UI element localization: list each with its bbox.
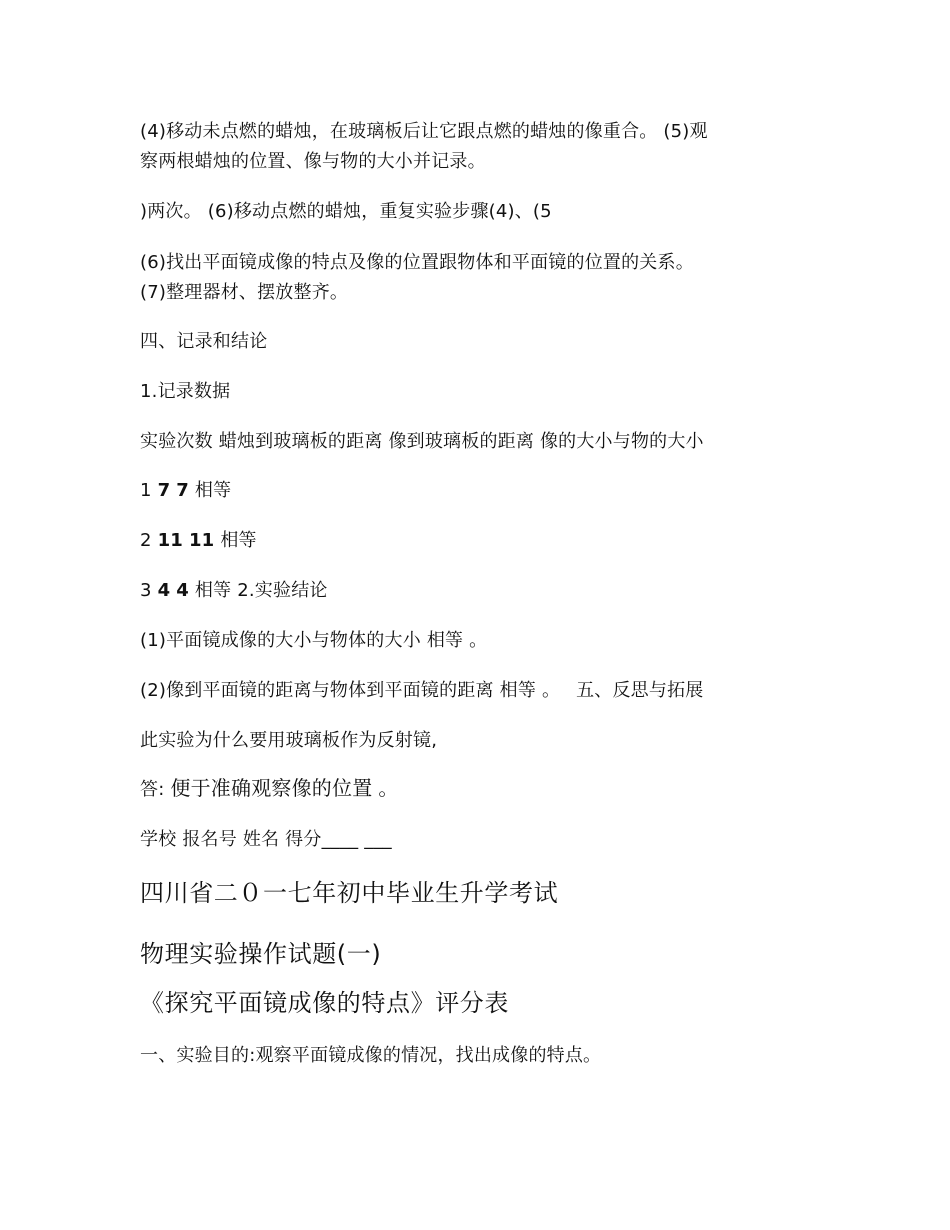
experiment-purpose: 一、实验目的:观察平面镜成像的情况，找出成像的特点。 [140, 1045, 602, 1066]
size-comparison: 相等 [220, 530, 257, 551]
trial-number: 2 [140, 530, 152, 551]
conclusion-label: 2.实验结论 [237, 580, 328, 601]
exam-subtitle: 物理实验操作试题(一) [140, 940, 382, 968]
table-row-3 [140, 580, 328, 602]
step-4-5-line1: (4)移动未点燃的蜡烛，在玻璃板后让它跟点燃的蜡烛的像重合。 (5)观 [140, 121, 708, 142]
student-info-line: 学校 报名号 姓名 得分____ ___ [140, 829, 392, 850]
record-data-label: 1.记录数据 [140, 381, 231, 402]
conclusion-1-answer: 相等 [426, 630, 464, 651]
trial-number: 3 [140, 580, 152, 601]
section-5-heading: 五、反思与拓展 [576, 680, 704, 701]
conclusion-1-end: 。 [469, 630, 488, 651]
table-row-2 [140, 530, 257, 552]
reflection-answer [140, 777, 399, 801]
answer-text: 便于准确观察像的位置 [170, 776, 373, 800]
step-6-find: (6)找出平面镜成像的特点及像的位置跟物体和平面镜的位置的关系。 [140, 252, 694, 273]
scoring-sheet-title: 《探究平面镜成像的特点》评分表 [140, 989, 509, 1017]
exam-title: 四川省二０一七年初中毕业生升学考试 [140, 879, 559, 907]
step-6-repeat: )两次。 (6)移动点燃的蜡烛，重复实验步骤(4)、(5 [140, 201, 552, 222]
conclusion-1 [140, 630, 487, 652]
conclusion-2-end: 。 [541, 680, 561, 701]
conclusion-1-text: (1)平面镜成像的大小与物体的大小 [140, 630, 421, 651]
conclusion-2-answer: 相等 [499, 680, 537, 701]
size-comparison: 相等 [194, 480, 232, 501]
reflection-question: 此实验为什么要用玻璃板作为反射镜, [140, 730, 438, 751]
section-4-heading: 四、记录和结论 [140, 331, 268, 352]
object-distance: 4 [157, 580, 171, 601]
image-distance: 4 [176, 580, 189, 601]
trial-number: 1 [140, 480, 152, 501]
answer-label: 答: [140, 779, 165, 800]
object-distance: 11 [157, 530, 184, 551]
table-row-1 [140, 480, 231, 502]
size-comparison: 相等 [194, 580, 232, 601]
conclusion-2-text: (2)像到平面镜的距离与物体到平面镜的距离 [140, 680, 494, 701]
image-distance: 11 [188, 530, 215, 551]
conclusion-2 [140, 680, 703, 702]
table-header: 实验次数 蜡烛到玻璃板的距离 像到玻璃板的距离 像的大小与物的大小 [140, 431, 704, 452]
image-distance: 7 [176, 480, 189, 501]
answer-end: 。 [378, 776, 399, 800]
object-distance: 7 [157, 480, 171, 501]
step-4-5-line2: 察两根蜡烛的位置、像与物的大小并记录。 [140, 151, 486, 172]
step-7-tidy: (7)整理器材、摆放整齐。 [140, 282, 349, 303]
